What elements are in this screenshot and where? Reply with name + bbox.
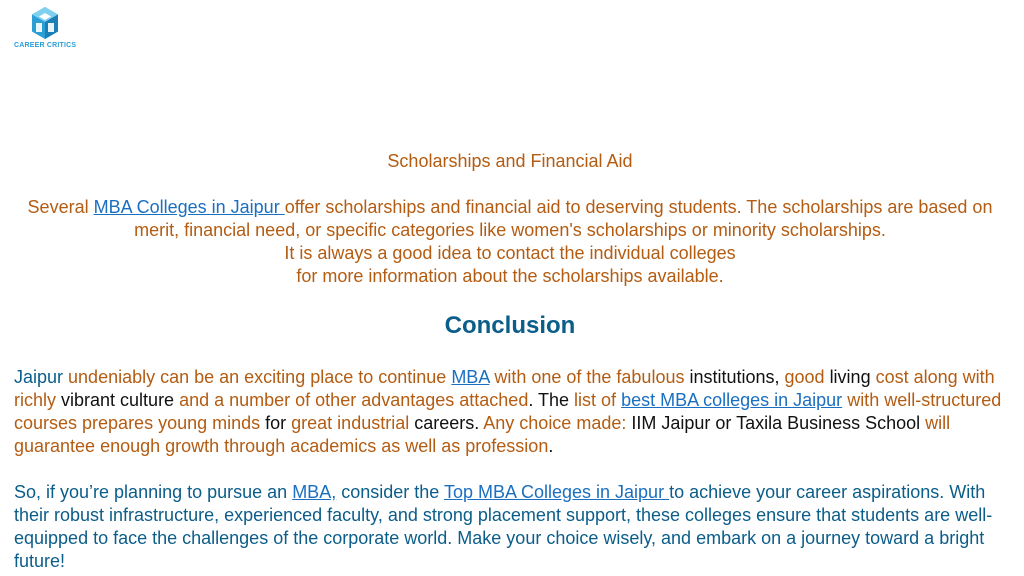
mba-link-2[interactable]: MBA, xyxy=(292,482,337,502)
conclusion-text: IIM Jaipur or Taxila Business School xyxy=(631,413,921,433)
conclusion-text: careers. xyxy=(414,413,480,433)
scholarships-contact-line2: for more information about the scholarships available. xyxy=(296,266,724,286)
conclusion-text: vibrant culture xyxy=(61,390,175,410)
conclusion-text: Jaipur xyxy=(14,367,64,387)
final-text-mid: consider the xyxy=(336,482,444,502)
brand-logo[interactable] xyxy=(14,6,76,49)
scholarships-text-post: offer scholarships and financial aid to deserving students. The scholarships are based on merit, financial need, or specific categories like women's scholarships or minority scholarships. xyxy=(134,197,993,240)
conclusion-text: institutions, xyxy=(689,367,780,387)
logo-text: CAREER CRITICS xyxy=(14,42,77,49)
scholarships-paragraph xyxy=(14,196,1006,242)
final-text-post: to achieve your career aspirations. With their robust infrastructure, experienced faculty, and strong placement support, these colleges ensure that students are well-equipped to face the challenges of the corporate world. Make your choice wisely, and embark on a journey toward a bright future! xyxy=(14,482,993,571)
conclusion-text: cost along with richly xyxy=(14,367,995,410)
cube-logo-icon xyxy=(29,6,61,40)
conclusion-heading: Conclusion xyxy=(444,312,576,339)
conclusion-text: . xyxy=(548,436,554,456)
conclusion-text: living xyxy=(829,367,871,387)
mba-link[interactable]: MBA xyxy=(451,367,490,387)
scholarships-text-pre: Several xyxy=(27,197,94,217)
conclusion-text: Any choice made: xyxy=(479,413,632,433)
conclusion-text: list of xyxy=(574,390,622,410)
conclusion-text: for xyxy=(265,413,287,433)
conclusion-text: will guarantee enough growth through academics as well as profession xyxy=(14,413,951,456)
conclusion-paragraph xyxy=(14,366,1006,458)
scholarships-section xyxy=(14,150,1006,288)
conclusion-section xyxy=(14,311,1006,341)
scholarships-heading: Scholarships and Financial Aid xyxy=(387,151,633,171)
final-text-pre: So, if you’re planning to pursue an xyxy=(14,482,293,502)
conclusion-paragraph-wrap xyxy=(14,366,1006,458)
conclusion-text: with well-structured courses prepares young minds xyxy=(14,390,1002,433)
mba-colleges-jaipur-link[interactable]: MBA Colleges in Jaipur xyxy=(93,197,285,217)
conclusion-text: great industrial xyxy=(286,413,415,433)
conclusion-text: with one of the fabulous xyxy=(489,367,690,387)
final-paragraph xyxy=(14,481,1006,573)
final-paragraph-wrap xyxy=(14,481,1006,573)
conclusion-text: . The xyxy=(528,390,575,410)
scholarships-contact-line1: It is always a good idea to contact the individual colleges xyxy=(284,243,736,263)
conclusion-text: undeniably can be an exciting place to continue xyxy=(63,367,452,387)
best-mba-colleges-jaipur-link[interactable]: best MBA colleges in Jaipur xyxy=(621,390,843,410)
top-mba-colleges-jaipur-link[interactable]: Top MBA Colleges in Jaipur xyxy=(443,482,670,502)
conclusion-text: and a number of other advantages attached xyxy=(174,390,529,410)
conclusion-text: good xyxy=(779,367,830,387)
